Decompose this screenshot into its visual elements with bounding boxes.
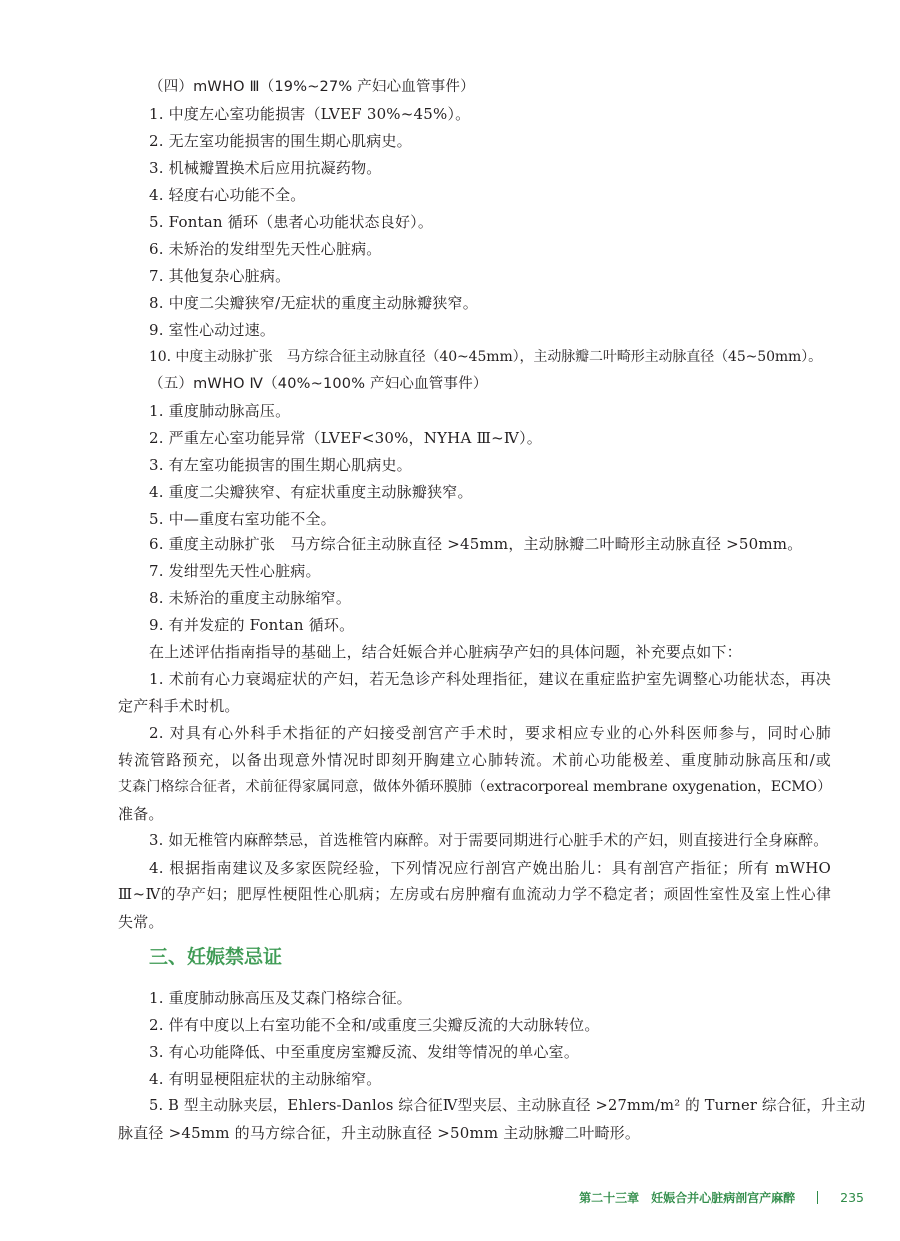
- list-item: 7. 其他复杂心脏病。: [149, 267, 291, 285]
- section-title: 三、妊娠禁忌证: [149, 946, 283, 968]
- list-item: 5. B 型主动脉夹层，Ehlers-Danlos 综合征Ⅳ型夹层、主动脉直径 >27mm/m² 的 Turner 综合征，升主动: [149, 1097, 866, 1114]
- list-item: 4. 轻度右心功能不全。: [149, 186, 306, 204]
- list-item: 2. 伴有中度以上右室功能不全和/或重度三尖瓣反流的大动脉转位。: [149, 1016, 600, 1034]
- list-item: 10. 中度主动脉扩张 马方综合征主动脉直径（40~45mm），主动脉瓣二叶畸形主动脉直径（45~50mm）。: [149, 349, 823, 365]
- list-item: 2. 无左室功能损害的围生期心肌病史。: [149, 132, 412, 150]
- list-item: 4. 重度二尖瓣狭窄、有症状重度主动脉瓣狭窄。: [149, 483, 473, 501]
- chapter-title: 第二十三章 妊娠合并心脏病剖宫产麻醉: [579, 1191, 796, 1205]
- footer-divider: [817, 1191, 818, 1204]
- list-item: 1. 重度肺动脉高压及艾森门格综合征。: [149, 989, 412, 1007]
- paragraph-line: 定产科手术时机。: [118, 697, 240, 715]
- list-item: 1. 重度肺动脉高压。: [149, 402, 291, 420]
- list-item: 8. 中度二尖瓣狭窄/无症状的重度主动脉瓣狭窄。: [149, 294, 478, 312]
- paragraph-line: 2. 对具有心外科手术指征的产妇接受剖宫产手术时，要求相应专业的心外科医师参与，同时心肺: [149, 724, 831, 742]
- list-item: 1. 中度左心室功能损害（LVEF 30%~45%）。: [149, 105, 471, 123]
- list-item: 5. 中—重度右室功能不全。: [149, 510, 336, 528]
- list-item: 9. 室性心动过速。: [149, 321, 276, 339]
- paragraph-line: 艾森门格综合征者，术前征得家属同意，做体外循环膜肺（extracorporeal membrane oxygenation，ECMO）: [118, 779, 831, 795]
- paragraph-line: 准备。: [118, 805, 164, 823]
- list-item: 4. 有明显梗阻症状的主动脉缩窄。: [149, 1070, 382, 1088]
- list-item: 9. 有并发症的 Fontan 循环。: [149, 616, 355, 634]
- heading-mwho-iii: （四）mWHO Ⅲ（19%~27% 产妇心血管事件）: [149, 79, 475, 95]
- paragraph-line: 1. 术前有心力衰竭症状的产妇，若无急诊产科处理指征，建议在重症监护室先调整心功能状态，再决: [149, 670, 831, 688]
- paragraph-line: 4. 根据指南建议及多家医院经验，下列情况应行剖宫产娩出胎儿：具有剖宫产指征；所有 mWHO: [149, 859, 831, 877]
- heading-mwho-iv: （五）mWHO Ⅳ（40%~100% 产妇心血管事件）: [149, 376, 488, 392]
- list-item-continuation: 脉直径 >45mm 的马方综合征，升主动脉直径 >50mm 主动脉瓣二叶畸形。: [118, 1124, 641, 1142]
- list-item: 3. 机械瓣置换术后应用抗凝药物。: [149, 159, 382, 177]
- paragraph-line: 3. 如无椎管内麻醉禁忌，首选椎管内麻醉。对于需要同期进行心脏手术的产妇，则直接进行全身麻醉。: [149, 832, 829, 849]
- list-item: 6. 未矫治的发绀型先天性心脏病。: [149, 240, 382, 258]
- list-item: 6. 重度主动脉扩张 马方综合征主动脉直径 >45mm，主动脉瓣二叶畸形主动脉直径 >50mm。: [149, 535, 803, 553]
- list-item: 2. 严重左心室功能异常（LVEF<30%，NYHA Ⅲ~Ⅳ）。: [149, 429, 542, 447]
- list-item: 3. 有心功能降低、中至重度房室瓣反流、发绀等情况的单心室。: [149, 1043, 580, 1061]
- page-footer: [500, 1189, 864, 1206]
- list-item: 5. Fontan 循环（患者心功能状态良好）。: [149, 213, 434, 231]
- paragraph-line: 失常。: [118, 913, 164, 931]
- paragraph-line: Ⅲ~Ⅳ的孕产妇；肥厚性梗阻性心肌病；左房或右房肿瘤有血流动力学不稳定者；顽固性室性及室上性心律: [118, 886, 831, 903]
- list-item: 8. 未矫治的重度主动脉缩窄。: [149, 589, 352, 607]
- list-item: 7. 发绀型先天性心脏病。: [149, 562, 321, 580]
- intro-paragraph: 在上述评估指南指导的基础上，结合妊娠合并心脏病孕产妇的具体问题，补充要点如下：: [149, 643, 742, 661]
- paragraph-line: 转流管路预充，以备出现意外情况时即刻开胸建立心肺转流。术前心功能极差、重度肺动脉高压和/或: [118, 751, 831, 769]
- list-item: 3. 有左室功能损害的围生期心肌病史。: [149, 456, 412, 474]
- page-number: 235: [840, 1190, 864, 1205]
